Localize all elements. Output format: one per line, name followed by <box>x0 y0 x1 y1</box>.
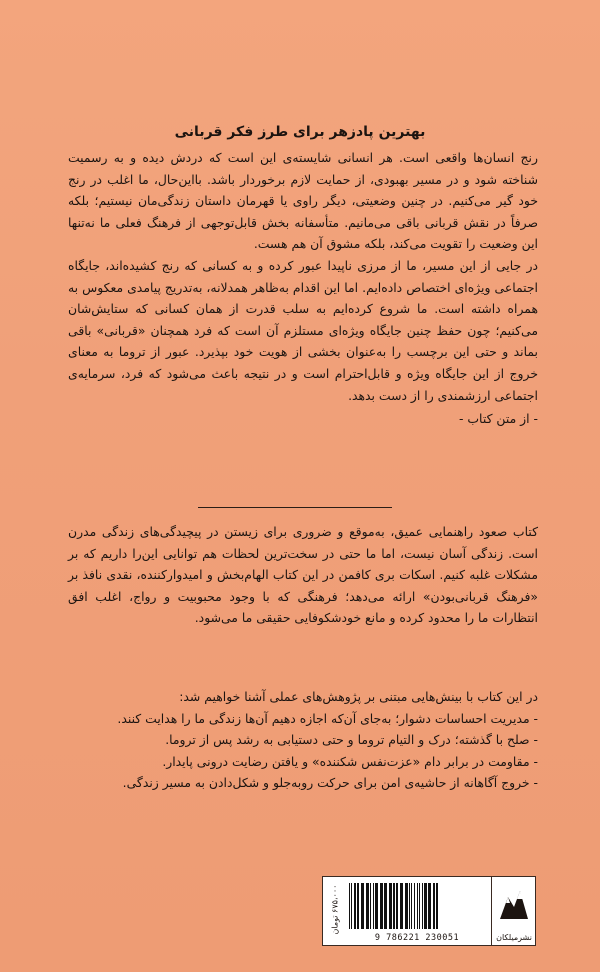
barcode-bar <box>389 883 392 929</box>
barcode-bar <box>422 883 423 929</box>
barcode-bar <box>400 883 403 929</box>
excerpt-paragraph-1: رنج انسان‌ها واقعی است. هر انسانی شایسته‌ی این است که دردش دیده و به رسمیت شناخته شود و در مسیر بهبودی، از حمایت لازم برخوردار باشد. بااین‌حال، ما اغلب در رنج خود گیر می‌کنیم. در چنین وضعیتی، دیگر راوی یا قهرمان داستان زندگی‌مان نیستیم؛ بلکه صرفاً در نقش قربانی باقی می‌مانیم. متأسفانه بخش قابل‌توجهی از فرهنگ فعلی ما نه‌تنها این وضعیت را تقویت می‌کند، بلکه مشوق آن هم هست. <box>68 150 538 252</box>
barcode-bar <box>428 883 431 929</box>
barcode-bar <box>409 883 410 929</box>
barcode-bar <box>349 883 350 929</box>
book-excerpt <box>68 147 538 430</box>
barcode-bar <box>354 883 356 929</box>
insights-list <box>68 708 538 794</box>
section-divider <box>198 507 392 508</box>
barcode-bar <box>370 883 371 929</box>
description-paragraph: کتاب صعود راهنمایی عمیق، به‌موقع و ضروری برای زیستن در پیچیدگی‌های زندگی مدرن است. زندگی آسان نیست، اما ما حتی در سخت‌ترین لحظات هم توانایی این‌را داریم که بر مشکلات غلبه کنیم. اسکات بری کافمن در این کتاب الهام‌بخش و امیدوارکننده، نقدی نافذ بر «فرهنگ قربانی‌بودن» ارائه می‌دهد؛ فرهنگی که با وجود محبوبیت و رواج، اغلب افق انتظارات ما را محدود کرده و مانع خودشکوفایی حقیقی ما می‌شود. <box>68 524 538 626</box>
book-description <box>68 521 538 629</box>
insights-section <box>68 686 538 794</box>
barcode-bar <box>357 883 359 929</box>
insight-item: - خروج آگاهانه از حاشیه‌ی امن برای حرکت روبه‌جلو و شکل‌دادن به مسیر زندگی. <box>122 775 538 790</box>
isbn-number: 9 786221 230051 <box>374 933 460 943</box>
barcode-bar <box>405 883 408 929</box>
barcode-bar <box>396 883 398 929</box>
barcode-bar <box>366 883 369 929</box>
price-label <box>328 881 342 941</box>
publisher-logo <box>491 877 536 945</box>
insights-intro: در این کتاب با بینش‌هایی مبتنی بر پژوهش‌های عملی آشنا خواهیم شد: <box>179 689 538 704</box>
barcode-bar <box>375 883 378 929</box>
insight-item: - مدیریت احساسات دشوار؛ به‌جای آن‌که اجازه دهیم آن‌ها زندگی ما را هدایت کنند. <box>117 710 538 726</box>
barcode-bar <box>417 883 418 929</box>
barcode-bar <box>380 883 383 929</box>
price-text: ۶۷۵،۰۰۰ تومان <box>330 884 340 935</box>
mountain-logo-icon <box>498 883 530 925</box>
barcode-bar <box>424 883 427 929</box>
barcode-bar <box>361 883 364 929</box>
barcode-bar <box>411 883 412 929</box>
barcode-bar <box>433 883 435 929</box>
back-cover-title: بهترین پادزهر برای طرز فکر قربانی <box>174 124 426 140</box>
barcode-bar <box>414 883 415 929</box>
barcode-bar <box>384 883 387 929</box>
excerpt-paragraph-2: در جایی از این مسیر، ما از مرزی ناپیدا عبور کرده و به کسانی که رنج کشیده‌اند، جایگاه اجتماعی ویژه‌ای اختصاص داده‌ایم. اما این اقدام به‌ظاهر همدلانه، به‌تدریج پیامدی معکوس به همراه داشته است. ما شروع کرده‌ایم به سلب قدرت از همان کسانی که ستایش‌شان می‌کنیم؛ چون حفظ چنین جایگاه ویژه‌ای مستلزم آن است که فرد همچنان «قربانی» باقی بماند و حتی این برچسب را به‌عنوان بخشی از هویت خود بپذیرد. عبور از تروما به معنای خروج از این جایگاه ویژه و قابل‌احترام است و در نتیجه باعث می‌شود که فرد، سرمایه‌ی اجتماعی ارزشمندی را از دست بدهد. <box>68 257 538 403</box>
barcode-bar <box>393 883 395 929</box>
excerpt-source: - از متن کتاب - <box>458 411 538 427</box>
barcode-bar <box>419 883 420 929</box>
insight-item: - صلح با گذشته؛ درک و التیام تروما و حتی دستیابی به رشد پس از تروما. <box>165 732 538 747</box>
barcode-panel <box>322 876 536 946</box>
barcode-bar <box>436 883 438 929</box>
barcode-bar <box>373 883 374 929</box>
publisher-name: نشرمیلکان <box>496 933 532 942</box>
barcode-bar <box>351 883 352 929</box>
insight-item: - مقاومت در برابر دام «عزت‌نفس شکننده» و یافتن رضایت درونی پایدار. <box>162 753 538 769</box>
barcode-bars <box>347 883 489 929</box>
